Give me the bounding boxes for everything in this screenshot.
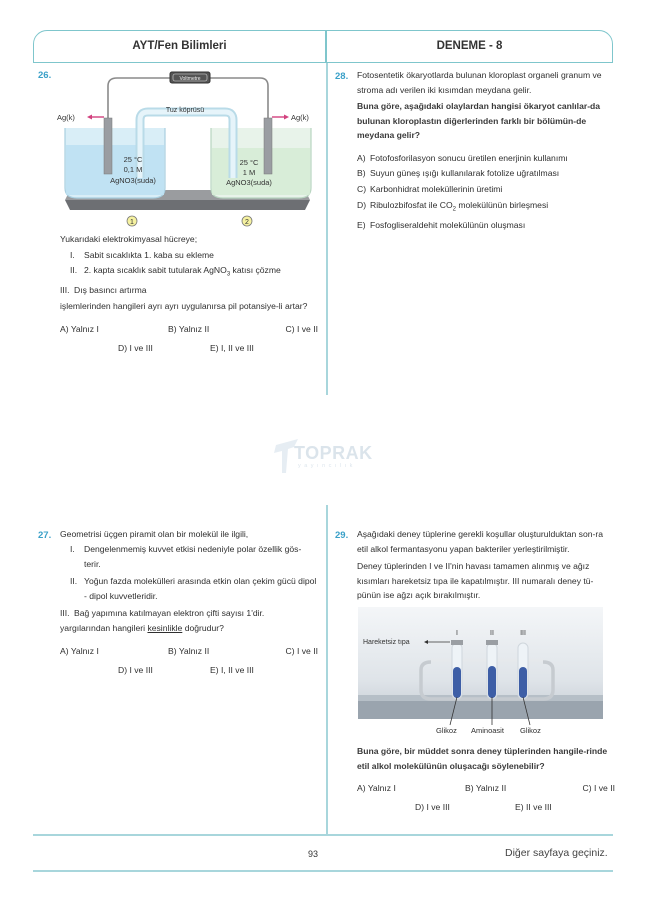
voltmeter-label: Voltmetre [179, 76, 201, 82]
statement-2: II. 2. kapta sıcaklık sabit tutularak AgNO$_3$ katısı çözme [70, 265, 281, 278]
answer-choices [357, 781, 615, 825]
footer-bottom-rule [33, 870, 613, 872]
question-intro: Yukarıdaki elektrokimyasal hücreye; [60, 234, 198, 244]
statement-3: III. Dış basıncı artırma [60, 285, 147, 296]
choice-c[interactable]: C) I ve II [582, 783, 615, 793]
statement-3: III. Bağ yapımına katılmayan elektron çifti sayısı 1'dir. [60, 608, 265, 618]
choice-c[interactable]: C) I ve II [285, 324, 318, 335]
option-b[interactable]: B) Suyun güneş ışığı kullanılarak fotolize uğratılması [357, 168, 560, 179]
content-label-3: Glikoz [520, 726, 541, 735]
tube-label-2: II [490, 630, 494, 637]
question-number: 26. [38, 70, 52, 81]
question-27-body [60, 527, 318, 688]
header-left-box [33, 30, 326, 63]
test-tubes-figure [358, 607, 603, 737]
tube-1 [451, 640, 463, 699]
choice-a[interactable]: A) Yalnız I [60, 646, 99, 656]
question-29-intro [357, 527, 615, 603]
choice-e[interactable]: E) I, II ve III [210, 665, 254, 675]
subject-title: AYT/Fen Bilimleri [132, 40, 227, 52]
choice-d[interactable]: D) I ve III [415, 802, 450, 812]
electrode-left [104, 118, 112, 174]
question-number: 27. [38, 530, 52, 541]
page-number: 93 [308, 849, 319, 859]
statement-1: I. Dengelenmemiş kuvvet etkisi nedeniyle polar özellik gös-terir. [70, 544, 302, 569]
salt-bridge-label: Tuz köprüsü [165, 107, 205, 114]
choice-b[interactable]: B) Yalnız II [465, 783, 507, 793]
emphasis-word: kesinlikle [147, 623, 183, 633]
tube-content-labels [358, 724, 603, 738]
left-electrode-label: Ag(k) [57, 113, 75, 122]
choice-d[interactable]: D) I ve III [118, 665, 153, 675]
choice-b[interactable]: B) Yalnız II [168, 646, 210, 656]
question-26-body [60, 232, 318, 366]
right-electrode-label: Ag(k) [291, 113, 309, 122]
option-c[interactable]: C) Karbonhidrat moleküllerinin üretimi [357, 184, 503, 195]
svg-text:1: 1 [130, 219, 134, 226]
electrode-right [264, 118, 272, 174]
question-context: Deney tüplerinden I ve II'nin havası tamamen alınmış ve ağız kısımları hareketsiz tıpa ile kapatılmıştır. III numaralı deney tü-pünün ise ağzı açık bırakılmıştır. [357, 561, 594, 600]
watermark-subtitle: yayıncılık [298, 463, 356, 469]
question-stem: işlemlerinden hangileri ayrı ayrı uygulanırsa pil potansiye-li artar? [60, 300, 308, 311]
question-stem: Buna göre, bir müddet sonra deney tüplerinden hangile-rinde etil alkol molekülünün oluşacağı söylenebilir? [357, 746, 608, 771]
question-number: 28. [335, 71, 349, 82]
option-d[interactable]: D) Ribulozbifosfat ile $CO_2$ molekülünün birleşmesi [357, 199, 549, 213]
cell2-temp: 25 °C [239, 158, 259, 167]
choice-a[interactable]: A) Yalnız I [357, 783, 396, 793]
content-label-2: Aminoasit [471, 726, 504, 735]
next-page-note: Diğer sayfaya geçiniz. [505, 847, 608, 859]
tube-2 [486, 640, 498, 699]
wire [108, 78, 268, 125]
option-e[interactable]: E) Fosfogliseraldehit molekülünün oluşması [357, 220, 526, 231]
stopper-label: Hareketsiz tıpa [363, 639, 410, 646]
cell1-temp: 25 °C [123, 155, 143, 164]
footer-top-rule [33, 834, 613, 836]
question-29-body [357, 744, 615, 825]
publisher-watermark [272, 437, 382, 477]
base-plate [65, 200, 310, 210]
question-intro: Geometrisi üçgen piramit olan bir molekül ile ilgili, [60, 529, 249, 539]
tube-3 [518, 643, 528, 699]
option-a[interactable]: A) Fotofosforilasyon sonucu üretilen enerjinin kullanımı [357, 152, 568, 163]
choice-c[interactable]: C) I ve II [285, 646, 318, 656]
statement-1: I. Sabit sıcaklıkta 1. kaba su ekleme [70, 249, 214, 260]
choice-d[interactable]: D) I ve III [118, 343, 153, 354]
svg-text:2: 2 [245, 219, 249, 226]
column-divider-top [326, 63, 328, 395]
watermark-brand: TOPRAK [294, 443, 373, 463]
tube-label-3: III [520, 630, 526, 637]
choice-b[interactable]: B) Yalnız II [168, 324, 210, 335]
question-intro: Fotosentetik ökaryotlarda bulunan kloroplast organeli granum ve stroma adı verilen iki kısımdan meydana gelir. [357, 70, 602, 95]
content-label-1: Glikoz [436, 726, 457, 735]
exam-title: DENEME - 8 [436, 40, 503, 52]
question-intro: Aşağıdaki deney tüplerine gerekli koşullar oluşturulduktan son-ra etil alkol fermantasyonu yapan bakteriler yerleştirilmiştir. [357, 529, 604, 554]
option-list [357, 151, 615, 235]
page-header [33, 30, 613, 63]
tube-label-1: I [456, 630, 458, 637]
choice-e[interactable]: E) I, II ve III [210, 343, 254, 354]
cell2-solution: AgNO3(suda) [226, 178, 272, 187]
question-stem: yargılarından hangileri kesinlikle doğrudur? [60, 623, 224, 633]
question-stem: Buna göre, aşağıdaki olaylardan hangisi ökaryot canlılar-da bulunan kloroplastın diğerlerinden farklı bir bölümün-de meydana gelir? [357, 101, 601, 140]
stopper-1 [451, 640, 463, 645]
answer-choices [60, 322, 318, 366]
column-divider-bottom [326, 505, 328, 835]
choice-a[interactable]: A) Yalnız I [60, 324, 99, 335]
stopper-2 [486, 640, 498, 645]
choice-e[interactable]: E) II ve III [515, 802, 552, 812]
cell2-conc: 1 M [242, 168, 256, 177]
cell1-solution: AgNO3(suda) [110, 176, 156, 185]
answer-choices [60, 644, 318, 688]
electrochemical-cell-figure [55, 70, 325, 230]
statement-2: II. Yoğun fazda molekülleri arasında etkin olan çekim gücü dipol - dipol kuvvetleridir. [70, 576, 317, 601]
header-right-box [326, 30, 613, 63]
cell1-conc: 0,1 M [123, 165, 143, 174]
question-28-body [357, 68, 615, 234]
question-number: 29. [335, 530, 349, 541]
